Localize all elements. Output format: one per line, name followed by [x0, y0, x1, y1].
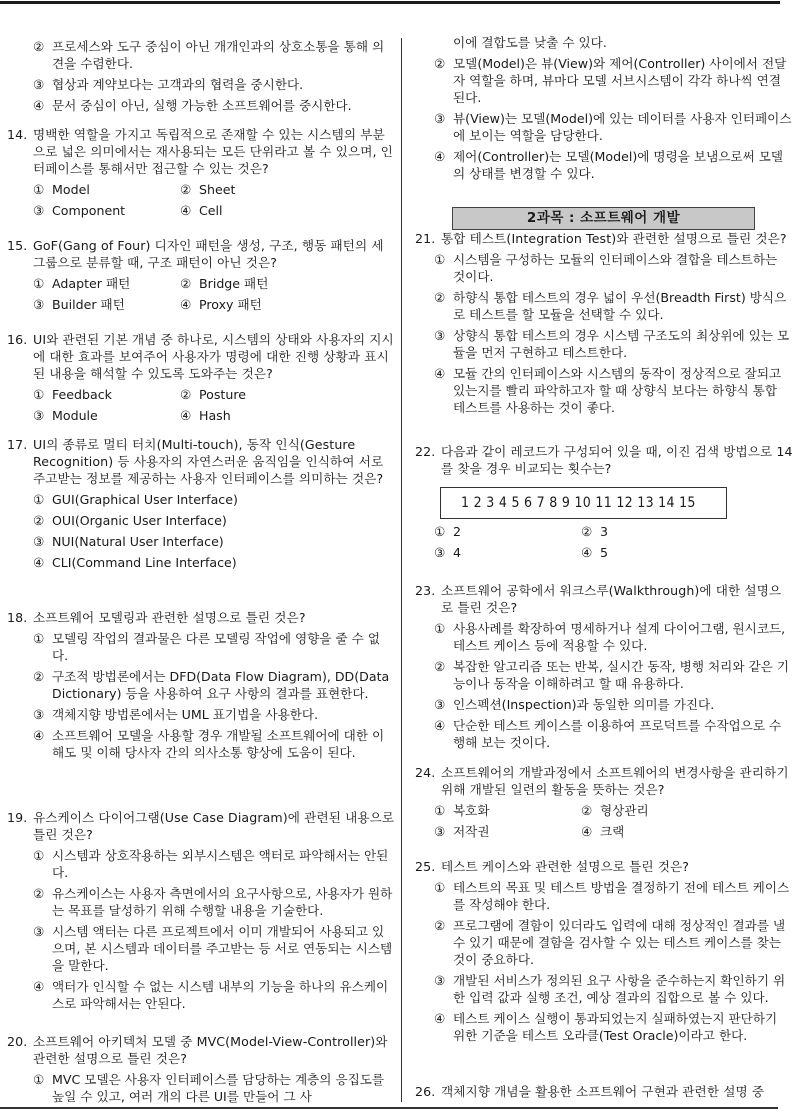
- option: ① 2: [434, 524, 462, 539]
- option: ① 테스트의 목표 및 테스트 방법을 결정하기 전에 테스트 케이스를 작성해야 한다.: [434, 880, 790, 912]
- option-grid: [408, 802, 793, 840]
- option: ④ Cell: [180, 203, 223, 218]
- bottom-rule: [0, 1107, 778, 1109]
- option: ① Adapter 패턴: [33, 276, 131, 291]
- question-stem: 21. 통합 테스트(Integration Test)와 관련한 설명으로 틀린 것은?: [415, 231, 787, 246]
- question-stem: 18. 소프트웨어 모델링과 관련한 설명으로 틀린 것은?: [7, 610, 306, 625]
- option: ③ Component: [33, 203, 126, 218]
- option: ② 구조적 방법론에서는 DFD(Data Flow Diagram), DD(Data Dictionary) 등을 사용하여 요구 사항의 결과를 표현한다.: [33, 669, 390, 701]
- option: ③ 시스템 액터는 다른 프로젝트에서 이미 개발되어 사용되고 있으며, 본 시스템과 데이터를 주고받는 등 서로 연동되는 시스템을 말한다.: [33, 924, 393, 973]
- question-19: [0, 809, 395, 1012]
- question-13-continued: [0, 34, 395, 114]
- question-18: [0, 609, 395, 761]
- top-rule: [0, 1, 780, 4]
- option: ④ 테스트 케이스 실행이 통과되었는지 실패하였는지 판단하기 위한 기준을 테스트 오라클(Test Oracle)이라고 한다.: [434, 1011, 778, 1043]
- question-25: [408, 858, 793, 1044]
- option: ② OUI(Organic User Interface): [33, 513, 227, 528]
- question-stem: 14. 명백한 역할을 가지고 독립적으로 존재할 수 있는 시스템의 부분으로 넓은 의미에서는 재사용되는 모든 단위라고 볼 수 있으며, 인터페이스를 통해서만 접근할 수 있는 것은?: [7, 127, 393, 176]
- section-header: 2과목 : 소프트웨어 개발: [452, 207, 755, 230]
- question-21: [408, 230, 793, 416]
- question-24: [408, 764, 793, 840]
- option: ② 프로세스와 도구 중심이 아닌 개개인과의 상호소통을 통해 의견을 수렴한다.: [33, 39, 385, 71]
- option-grid: [0, 386, 395, 424]
- option: ② 하향식 통합 테스트의 경우 넓이 우선(Breadth First) 방식으로 테스트를 할 모듈을 선택할 수 있다.: [434, 290, 787, 322]
- option: ② 유스케이스는 사용자 측면에서의 요구사항으로, 사용자가 원하는 목표를 달성하기 위해 수행할 내용을 기술한다.: [33, 886, 393, 918]
- option-grid: [408, 523, 793, 561]
- option: ④ Proxy 패턴: [180, 297, 262, 312]
- option: ③ 상향식 통합 테스트의 경우 시스템 구조도의 최상위에 있는 모듈을 먼저 구현하고 테스트한다.: [434, 328, 790, 360]
- option: ④ 문서 중심이 아닌, 실행 가능한 소프트웨어를 중시한다.: [33, 98, 352, 113]
- option: ① GUI(Graphical User Interface): [33, 492, 238, 507]
- option: ② 프로그램에 결함이 있더라도 입력에 대해 정상적인 결과를 낼 수 있기 때문에 결함을 검사할 수 있는 테스트 케이스를 찾는 것이 중요하다.: [434, 918, 786, 967]
- option: ③ 뷰(View)는 모델(Model)에 있는 데이터를 사용자 인터페이스에 보이는 역할을 담당한다.: [434, 111, 792, 143]
- record-box: 1 2 3 4 5 6 7 8 9 10 11 12 13 14 15: [440, 487, 727, 519]
- option: ③ NUI(Natural User Interface): [33, 534, 224, 549]
- option: ③ 협상과 계약보다는 고객과의 협력을 중시한다.: [33, 77, 304, 92]
- option: ④ 크랙: [581, 824, 625, 839]
- question-17: [0, 436, 395, 571]
- option: ① 모델링 작업의 결과물은 다른 모델링 작업에 영향을 줄 수 없다.: [33, 631, 381, 663]
- option: ③ 개발된 서비스가 정의된 요구 사항을 준수하는지 확인하기 위한 입력 값과 실행 조건, 예상 결과의 집합으로 볼 수 있다.: [434, 973, 786, 1005]
- question-22: [408, 443, 793, 561]
- option: ③ Builder 패턴: [33, 297, 125, 312]
- option: ④ CLI(Command Line Interface): [33, 555, 237, 570]
- option: ② 형상관리: [581, 803, 649, 818]
- question-stem: 15. GoF(Gang of Four) 디자인 패턴을 생성, 구조, 행동 패턴의 세 그룹으로 분류할 때, 구조 패턴이 아닌 것은?: [7, 238, 384, 270]
- question-stem: 17. UI의 종류로 멀티 터치(Multi-touch), 동작 인식(Gesture Recognition) 등 사용자의 자연스러운 움직임을 인식하여 서로 주고받는 정보를 제공하는 사용자 인터페이스를 의미하는 것은?: [7, 437, 384, 486]
- question-stem: 16. UI와 관련된 기본 개념 중 하나로, 시스템의 상태와 사용자의 지시에 대한 효과를 보여주어 사용자가 명령에 대한 진행 상황과 표시된 내용을 해석할 수 있도록 도와주는 것은?: [7, 332, 394, 381]
- option: ② 모델(Model)은 뷰(View)와 제어(Controller) 사이에서 전달자 역할을 하며, 뷰마다 모델 서브시스템이 각각 하나씩 연결된다.: [434, 56, 787, 105]
- question-20-continued: [408, 34, 793, 182]
- question-16: [0, 331, 395, 424]
- option: ① MVC 모델은 사용자 인터페이스를 담당하는 계층의 응집도를 높일 수 있고, 여러 개의 다른 UI를 만들어 그 사: [33, 1072, 385, 1104]
- option-grid: [0, 275, 395, 313]
- option: ② 3: [581, 524, 609, 539]
- option: ① 시스템과 상호작용하는 외부시스템은 액터로 파악해서는 안된다.: [33, 848, 389, 880]
- option: ④ 제어(Controller)는 모델(Model)에 명령을 보냄으로써 모델의 상태를 변경할 수 있다.: [434, 149, 784, 181]
- question-stem: 22. 다음과 같이 레코드가 구성되어 있을 때, 이진 검색 방법으로 14를 찾을 경우 비교되는 횟수는?: [415, 444, 793, 476]
- question-stem: 24. 소프트웨어의 개발과정에서 소프트웨어의 변경사항을 관리하기 위해 개발된 일련의 활동을 뜻하는 것은?: [415, 765, 789, 797]
- option: ③ 저작권: [434, 824, 490, 839]
- option: ③ 객체지향 방법론에서는 UML 표기법을 사용한다.: [33, 707, 319, 722]
- option: ① 복호화: [434, 803, 490, 818]
- question-15: [0, 237, 395, 313]
- option: ④ 액터가 인식할 수 없는 시스템 내부의 기능을 하나의 유스케이스로 파악해서는 안된다.: [33, 979, 389, 1011]
- question-20: [0, 1033, 395, 1105]
- question-23: [408, 582, 793, 751]
- option: ④ 단순한 테스트 케이스를 이용하여 프로덕트를 수작업으로 수행해 보는 것이다.: [434, 718, 782, 750]
- option: ④ Hash: [180, 408, 231, 423]
- question-stem: 25. 테스트 케이스와 관련한 설명으로 틀린 것은?: [415, 859, 690, 874]
- question-stem: 19. 유스케이스 다이어그램(Use Case Diagram)에 관련된 내용으로 틀린 것은?: [7, 810, 395, 842]
- option: ④ 5: [581, 545, 609, 560]
- option: ② Sheet: [180, 182, 236, 197]
- option: ② Posture: [180, 387, 246, 402]
- question-26: [408, 1083, 793, 1100]
- option-grid: [0, 181, 395, 219]
- option: ④ 모듈 간의 인터페이스와 시스템의 동작이 정상적으로 잘되고 있는지를 빨리 파악하고자 할 때 상향식 보다는 하향식 통합 테스트를 사용하는 것이 좋다.: [434, 366, 782, 415]
- option: ① 사용사례를 확장하여 명세하거나 설계 다이어그램, 원시코드, 테스트 케이스 등에 적용할 수 있다.: [434, 621, 786, 653]
- option: ④ 소프트웨어 모델을 사용할 경우 개발될 소프트웨어에 대한 이해도 및 이해 당사자 간의 의사소통 향상에 도움이 된다.: [33, 728, 385, 760]
- continued-line: 이에 결합도를 낮출 수 있다.: [453, 35, 607, 50]
- question-stem: 20. 소프트웨어 아키텍처 모델 중 MVC(Model-View-Controller)와 관련한 설명으로 틀린 것은?: [7, 1034, 388, 1066]
- option: ② Bridge 패턴: [180, 276, 269, 291]
- option: ③ 4: [434, 545, 462, 560]
- column-divider: [401, 38, 402, 1102]
- option: ② 복잡한 알고리즘 또는 반복, 실시간 동작, 병행 처리와 같은 기능이나 동작을 이해하려고 할 때 유용하다.: [434, 659, 790, 691]
- question-stem: 23. 소프트웨어 공학에서 워크스루(Walkthrough)에 대한 설명으로 틀린 것은?: [415, 583, 782, 615]
- option: ③ 인스펙션(Inspection)과 동일한 의미를 가진다.: [434, 697, 715, 712]
- question-14: [0, 126, 395, 219]
- option: ① 시스템을 구성하는 모듈의 인터페이스와 결합을 테스트하는 것이다.: [434, 252, 778, 284]
- question-stem: 26. 객체지향 개념을 활용한 소프트웨어 구현과 관련한 설명 중: [415, 1084, 765, 1099]
- option: ① Model: [33, 182, 90, 197]
- option: ③ Module: [33, 408, 98, 423]
- option: ① Feedback: [33, 387, 112, 402]
